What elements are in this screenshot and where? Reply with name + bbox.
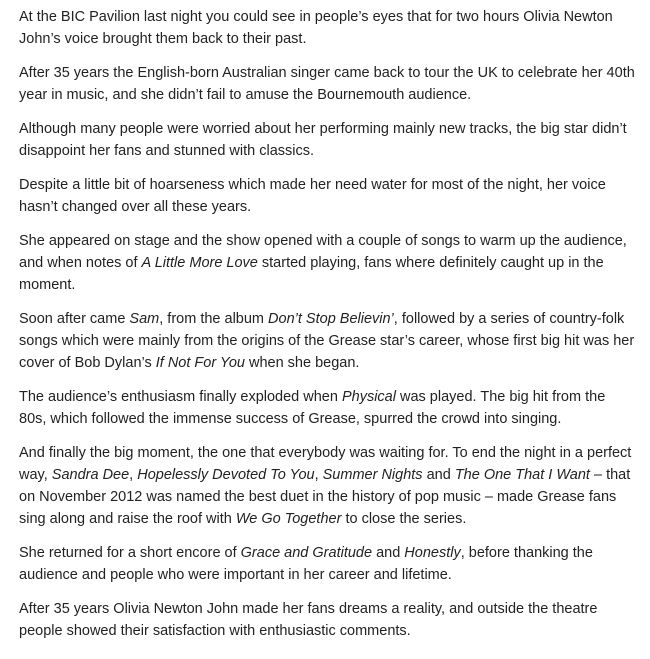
paragraph-text: And finally the big moment, the one that everybody was waiting for. To end the night in a perfect way,	[19, 445, 632, 483]
song-title: Physical	[341, 389, 396, 405]
paragraph-intro	[19, 6, 636, 50]
paragraph-text: After 35 years Olivia Newton John made her fans dreams a reality, and outside the theatre people showed their satisfaction with enthusiastic comments.	[19, 601, 598, 639]
paragraph-country-folk	[19, 308, 636, 374]
paragraph-text: At the BIC Pavilion last night you could see in people’s eyes that for two hours Olivia Newton John’s voice brought them back to their past.	[19, 9, 613, 47]
paragraph-text: She appeared on stage and the show opened with a couple of songs to warm up the audience, and when notes of	[19, 233, 627, 271]
paragraph-text: After 35 years the English-born Australian singer came back to tour the UK to celebrate her 40th year in music, and she didn’t fail to amuse the Bournemouth audience.	[19, 65, 635, 103]
paragraph-text: and	[422, 467, 455, 483]
song-title: Honestly	[404, 545, 461, 561]
paragraph-classics	[19, 118, 636, 162]
paragraph-text: She returned for a short encore of	[19, 545, 241, 561]
paragraph-text: The audience’s enthusiasm finally exploded when	[19, 389, 342, 405]
paragraph-text: when she began.	[244, 355, 360, 371]
paragraph-text: – that on November 2012 was named the best duet in the history of pop music – made Grease fans sing along and raise the roof with	[19, 467, 631, 527]
song-title: A Little More Love	[141, 255, 258, 271]
paragraph-text: to close the series.	[341, 511, 467, 527]
song-title: Summer Nights	[322, 467, 423, 483]
paragraph-text: was played. The big hit from the 80s, which followed the immense success of Grease, spurred the crowd into singing.	[19, 389, 606, 427]
paragraph-closing	[19, 598, 636, 642]
paragraph-text: , before thanking the audience and people who were important in her career and lifetime.	[19, 545, 593, 583]
paragraph-text: Soon after came	[19, 311, 130, 327]
paragraph-finale	[19, 442, 636, 530]
paragraph-physical	[19, 386, 636, 430]
paragraph-text: started playing, fans where definitely caught up in the moment.	[19, 255, 604, 293]
paragraph-text: Although many people were worried about her performing mainly new tracks, the big star didn’t disappoint her fans and stunned with classics.	[19, 121, 627, 159]
song-title: Sam	[129, 311, 160, 327]
song-title: Sandra Dee	[51, 467, 130, 483]
paragraph-text: ,	[314, 467, 323, 483]
song-title: We Go Together	[235, 511, 342, 527]
song-title: Hopelessly Devoted To You	[137, 467, 315, 483]
song-title: Grace and Gratitude	[240, 545, 373, 561]
paragraph-tour	[19, 62, 636, 106]
song-title: If Not For You	[155, 355, 245, 371]
paragraph-text: , from the album	[159, 311, 269, 327]
album-title: Don’t Stop Believin’	[268, 311, 394, 327]
paragraph-text: , followed by a series of country-folk songs which were mainly from the origins of the Grease star’s career, whose first big hit was her cover of Bob Dylan’s	[19, 311, 635, 371]
paragraph-voice	[19, 174, 636, 218]
paragraph-opening	[19, 230, 636, 296]
paragraph-text: and	[372, 545, 405, 561]
song-title: The One That I Want	[454, 467, 590, 483]
paragraph-text: ,	[129, 467, 138, 483]
paragraph-encore	[19, 542, 636, 586]
paragraph-text: Despite a little bit of hoarseness which made her need water for most of the night, her voice hasn’t changed over all these years.	[19, 177, 606, 215]
